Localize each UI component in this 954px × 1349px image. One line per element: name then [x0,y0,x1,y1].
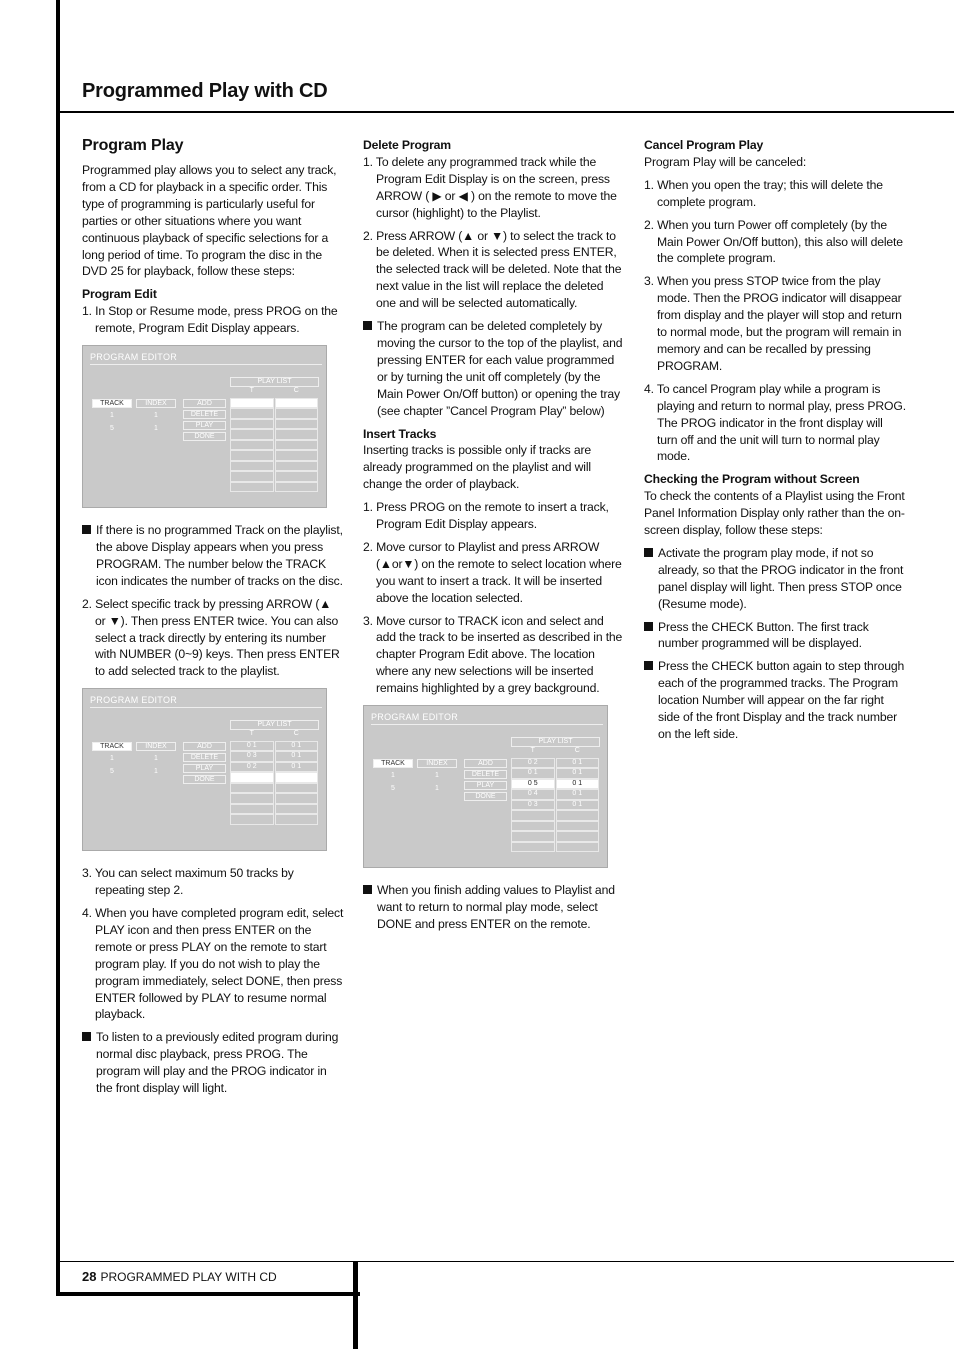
playlist-row [230,772,319,783]
playlist-cell [275,783,319,794]
left-vertical-bar [56,0,60,1296]
playlist-cell [275,440,319,451]
playlist-row [230,408,319,419]
delete-button: DELETE [183,753,226,762]
add-button: ADD [464,759,507,768]
index-value: 1 [154,412,158,420]
insert-step-1: 1. Press PROG on the remote to insert a track, Program Edit Display appears. [363,500,609,532]
index-count: 1 [154,768,158,776]
playlist-row [230,804,319,815]
add-button: ADD [183,742,226,751]
column-2 [363,137,625,939]
insert-step-2: 2. Move cursor to Playlist and press ARROW (▲or▼) on the remote to select location where you want to insert a track. It will be inserted above the location selected. [363,539,622,605]
playlist-row [511,810,600,821]
delete-step-2: 2. Press ARROW (▲ or ▼) to select the track to be deleted. When it is selected press ENTER, the selected track will be deleted. Note that the next value in the list will replace the deleted one and will be selected automatically. [363,228,622,311]
insert-tracks-heading: Insert Tracks [363,426,437,441]
check-bullet-1: Activate the program play mode, if not so already, so that the PROG indicator in the front panel display will light. Then press STOP once (Resume mode). [644,545,906,613]
step-3: 3. You can select maximum 50 tracks by repeating step 2. [82,866,294,898]
track-count: 5 [110,425,114,433]
playlist-cell [230,398,274,409]
delete-step-1: 1. To delete any programmed track while the Program Edit Display is on the screen, press ARROW ( ▶ or ◀ ) on the remote to move the cursor (highlight) to the Playlist. [363,154,617,220]
playlist-row [511,768,600,779]
playlist-cell [511,810,555,821]
playlist-cell [275,450,319,461]
playlist-row [511,821,600,832]
done-button: DONE [183,432,226,441]
playlist-column-headers [511,747,600,758]
cancel-step-2: 2. When you turn Power off completely (by the Main Power On/Off button), this also will delete the complete program. [644,217,903,266]
playlist-row [230,751,319,762]
index-value: 1 [154,755,158,763]
check-bullet-2: Press the CHECK Button. The first track number programmed will be displayed. [644,619,906,653]
playlist-cell: 0 4 [511,789,555,800]
playlist-cell: 0 3 [511,800,555,811]
playlist-cell: 0 3 [230,751,274,762]
delete-program-heading: Delete Program [363,138,451,152]
bullet-listen: To listen to a previously edited program during normal disc playback, press PROG. The program will play and the PROG indicator in the front display will light. [82,1029,344,1097]
playlist-column-headers [230,730,319,741]
screen-title-rule [90,364,322,365]
playlist-cell: 0 2 [511,758,555,769]
track-value: 1 [391,772,395,780]
delete-bullet: The program can be deleted completely by moving the cursor to the top of the playlist, and pressing ENTER for each value programmed or by turning the unit off completely (by the Main Power On/Off button) or opening the tray (see chapter ”Cancel Program Play” below) [363,318,625,419]
playlist-cell [556,810,600,821]
program-editor-screen-2 [82,688,327,851]
playlist-cell [275,804,319,815]
page-number: 28 [82,1269,97,1284]
playlist-cell: 0 1 [556,800,600,811]
playlist-cell: 0 1 [511,768,555,779]
screen-title-rule [371,724,603,725]
playlist-cell [556,842,600,853]
screen-title-rule [90,707,322,708]
playlist-cell [230,772,274,783]
insert-bullet: When you finish adding values to Playlist and want to return to normal play mode, select DONE and press ENTER on the remote. [363,882,625,933]
playlist-cell [275,793,319,804]
track-value: 1 [110,755,114,763]
playlist-cell [275,398,319,409]
playlist-cell [230,814,274,825]
playlist-column-headers [230,387,319,398]
playlist-row [511,831,600,842]
playlist-col-t: T [249,730,254,738]
check-bullet-3: Press the CHECK button again to step through each of the programmed tracks. The Program location Number will appear on the far right side of the front Display and the track number on the left side. [644,658,906,743]
playlist-cell: 0 1 [556,789,600,800]
playlist-cell [556,821,600,832]
playlist-row [230,762,319,773]
program-play-heading: Program Play [82,137,184,154]
playlist-cell [275,772,319,783]
playlist-row [511,842,600,853]
playlist-header: PLAY LIST [230,720,319,730]
playlist-grid [511,747,600,852]
playlist-cell: 0 1 [556,779,600,790]
playlist-cell: 0 1 [275,762,319,773]
program-editor-screen-3 [363,705,608,868]
step-2: 2. Select specific track by pressing ARROW (▲ or ▼). Then press ENTER twice. You can also select a track directly by entering its number with NUMBER (0~9) keys. Then press ENTER to add selected track to the playlist. [82,596,340,679]
playlist-cell [230,482,274,493]
checking-program-heading: Checking the Program without Screen [644,472,860,487]
playlist-row [230,440,319,451]
playlist-cell [230,793,274,804]
playlist-cell: 0 1 [556,758,600,769]
playlist-row [230,793,319,804]
playlist-col-t: T [249,387,254,395]
add-button: ADD [183,399,226,408]
playlist-cell: 0 1 [275,741,319,752]
playlist-cell [275,482,319,493]
playlist-row [230,783,319,794]
play-button: PLAY [183,764,226,773]
playlist-row [230,482,319,493]
bullet-no-program: If there is no programmed Track on the playlist, the above Display appears when you press PROGRAM. The number below the TRACK icon indicates the number of tracks on the disc. [82,522,344,590]
footer-rule [56,1261,954,1262]
playlist-col-c: C [293,387,299,395]
playlist-cell: 0 5 [511,779,555,790]
playlist-cell [230,419,274,430]
footer-bar-vertical [353,1261,358,1349]
track-label: TRACK [92,399,132,408]
playlist-cell [275,419,319,430]
playlist-row [511,789,600,800]
playlist-cell [275,429,319,440]
cancel-step-3: 3. When you press STOP twice from the play mode. Then the PROG indicator will disappear from display and the player will stop and return to normal mode, but the program will remain in memory and can be recalled by pressing PROGRAM. [644,274,902,373]
footer-bar-horizontal [56,1292,360,1296]
playlist-cell [230,408,274,419]
play-button: PLAY [183,421,226,430]
playlist-header: PLAY LIST [230,377,319,387]
playlist-cell [230,429,274,440]
playlist-header: PLAY LIST [511,737,600,747]
track-count: 5 [391,785,395,793]
playlist-cell [230,804,274,815]
playlist-cell [275,471,319,482]
playlist-cell [275,461,319,472]
playlist-row [230,429,319,440]
playlist-row [230,471,319,482]
intro-paragraph: Programmed play allows you to select any track, from a CD for playback in a specific order. This type of programming is particularly useful for parties or other situations where you want continuous playback of specific selections for a long period of time. To program the disc in the DVD 25 for playback, follow these steps: [82,163,337,279]
playlist-row [230,461,319,472]
cancel-intro: Program Play will be canceled: [644,154,807,169]
done-button: DONE [464,792,507,801]
step-4: 4. When you have completed program edit, select PLAY icon and then press ENTER on the remote or press PLAY on the remote to start program play. If you do not wish to play the program immediately, select DONE, then press ENTER followed by PLAY to resume normal playback. [82,906,344,1022]
cancel-step-4: 4. To cancel Program play while a program is playing and return to normal play, press PROG. The PROG indicator in the front display will turn off and the unit will turn to normal play mode. [644,381,906,464]
track-count: 5 [110,768,114,776]
playlist-cell: 0 1 [556,768,600,779]
playlist-cell [511,842,555,853]
screen-title: PROGRAM EDITOR [90,352,178,363]
index-count: 1 [154,425,158,433]
delete-button: DELETE [464,770,507,779]
playlist-cell [230,450,274,461]
insert-intro: Inserting tracks is possible only if tracks are already programmed on the playlist and will change the order of playback. [363,443,591,492]
playlist-cell [511,831,555,842]
playlist-cell [230,461,274,472]
playlist-cell [230,440,274,451]
play-button: PLAY [464,781,507,790]
track-value: 1 [110,412,114,420]
playlist-row [230,398,319,409]
page-title: Programmed Play with CD [82,80,328,102]
insert-step-3: 3. Move cursor to TRACK icon and select and add the track to be inserted as described in the chapter Program Edit above. The location where any new selections will be inserted remains highlighted by a grey background. [363,613,623,696]
index-count: 1 [435,785,439,793]
playlist-cell [556,831,600,842]
screen-title: PROGRAM EDITOR [90,695,178,706]
playlist-grid [230,387,319,492]
screen-title: PROGRAM EDITOR [371,712,459,723]
playlist-row [511,779,600,790]
playlist-grid [230,730,319,825]
index-label: INDEX [136,742,176,751]
cancel-program-heading: Cancel Program Play [644,138,764,152]
header-rule [56,111,954,113]
index-label: INDEX [417,759,457,768]
program-edit-heading: Program Edit [82,287,157,302]
playlist-cell [511,821,555,832]
index-label: INDEX [136,399,176,408]
playlist-cell [275,814,319,825]
track-label: TRACK [92,742,132,751]
playlist-row [511,800,600,811]
playlist-row [230,450,319,461]
playlist-col-t: T [530,747,535,755]
program-editor-screen-1 [82,345,327,508]
playlist-col-c: C [574,747,580,755]
delete-button: DELETE [183,410,226,419]
playlist-row [230,741,319,752]
playlist-row [511,758,600,769]
playlist-cell: 0 1 [230,741,274,752]
step-1: 1. In Stop or Resume mode, press PROG on the remote, Program Edit Display appears. [82,304,338,336]
playlist-row [230,814,319,825]
column-1 [82,137,344,1103]
done-button: DONE [183,775,226,784]
track-label: TRACK [373,759,413,768]
footer-section: PROGRAMMED PLAY WITH CD [100,1270,277,1284]
playlist-cell: 0 2 [230,762,274,773]
column-3 [644,137,906,749]
footer [82,1269,277,1284]
playlist-cell [275,408,319,419]
index-value: 1 [435,772,439,780]
playlist-cell [230,783,274,794]
check-intro: To check the contents of a Playlist using the Front Panel Information Display only rather than the on-screen display, follow these steps: [644,489,905,538]
playlist-col-c: C [293,730,299,738]
playlist-cell [230,471,274,482]
cancel-step-1: 1. When you open the tray; this will delete the complete program. [644,177,883,209]
playlist-cell: 0 1 [275,751,319,762]
playlist-row [230,419,319,430]
